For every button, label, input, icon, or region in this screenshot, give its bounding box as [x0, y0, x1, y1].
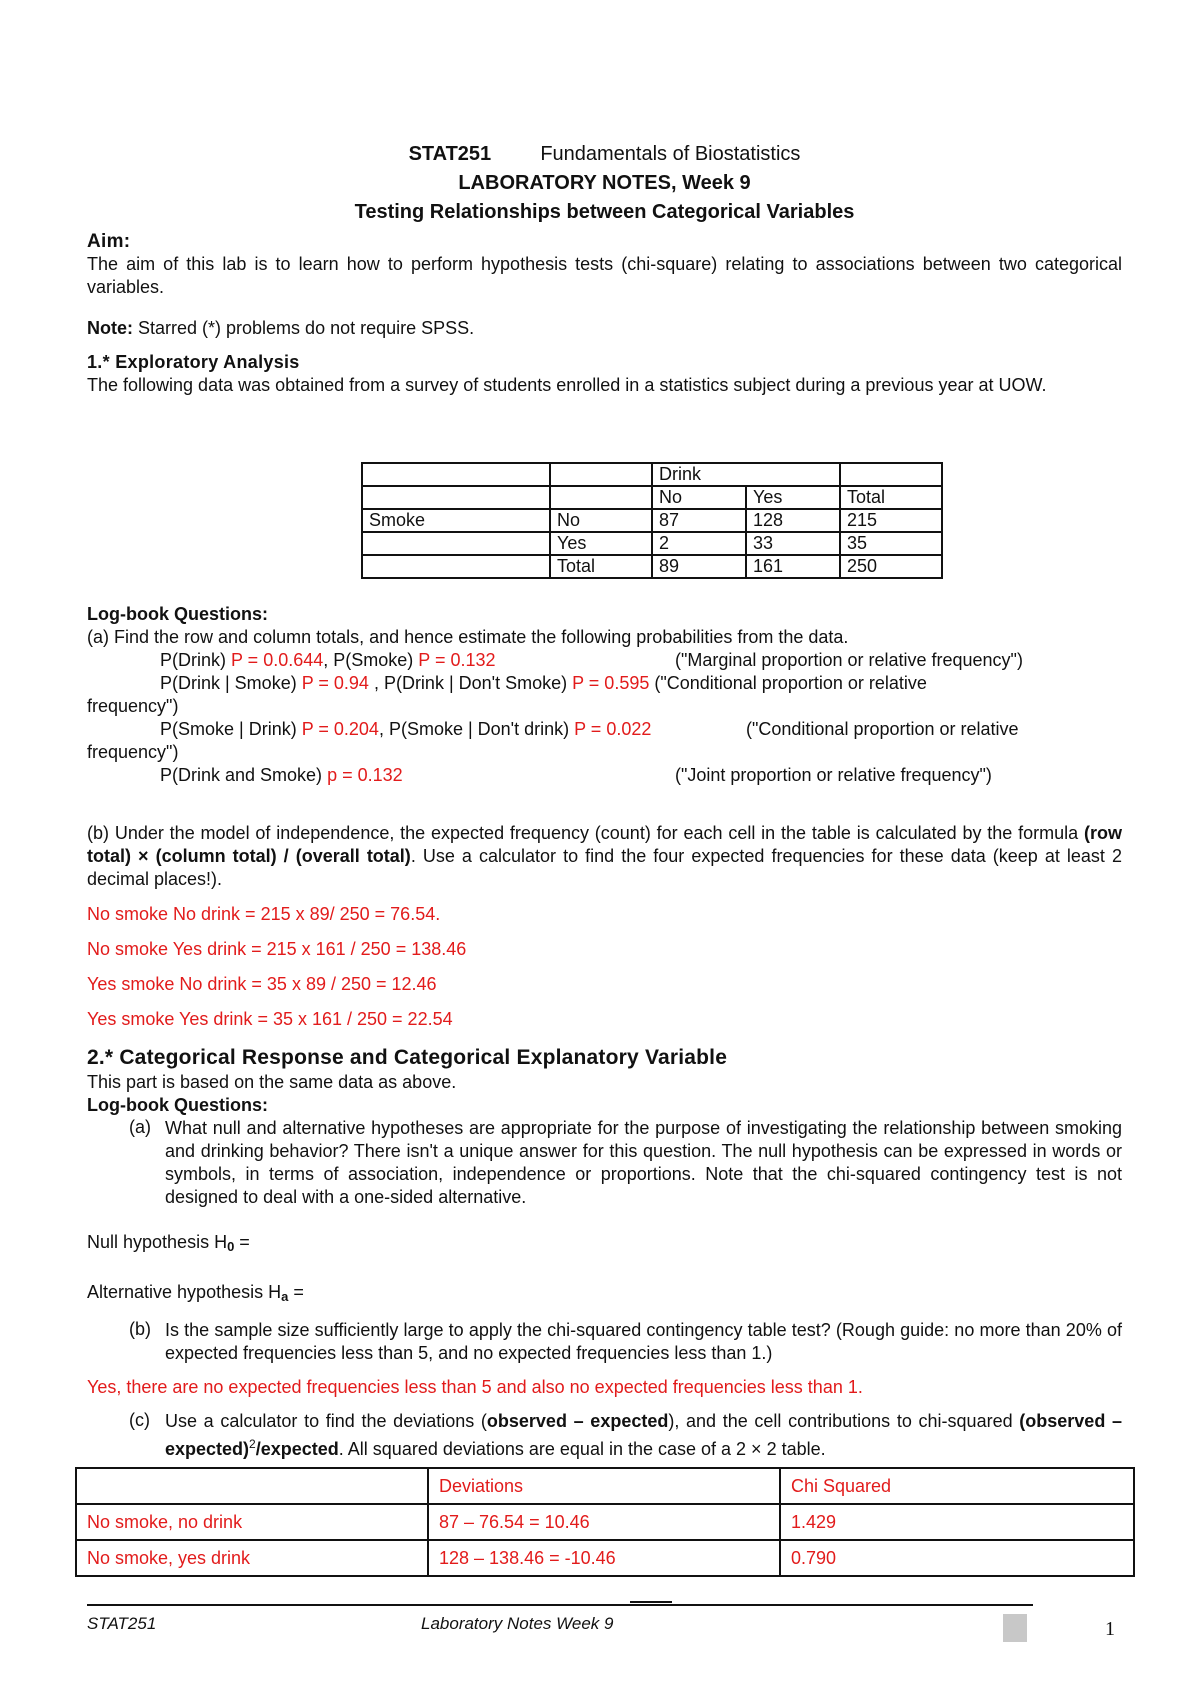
cell: 89	[652, 555, 746, 578]
answer: P = 0.0.644	[231, 650, 324, 670]
question-2a: (a) What null and alternative hypotheses are appropriate for the purpose of investigating the relationship between smoking and drinking behavior? There isn't a unique answer for this question. The null hypothesis can be expressed in words or symbols, in terms of association, independence or proportions. Note that the chi-squared contingency test is not designed to deal with a one-sided alternative.	[129, 1117, 1122, 1207]
cell: 128	[746, 509, 840, 532]
section1-heading: 1.* Exploratory Analysis	[87, 352, 300, 372]
section2-heading: 2.* Categorical Response and Categorical Explanatory Variable	[87, 1046, 728, 1069]
question-b: (b) Under the model of independence, the expected frequency (count) for each cell in the table is calculated by the formula (row total) × (column total) / (overall total). Use a calculator to find the four expected frequencies for these data (keep at least 2 decimal places!).	[87, 823, 1122, 889]
answer-line: No smoke Yes drink = 215 x 161 / 250 = 138.46	[87, 939, 467, 959]
prob-line-1: P(Drink) P = 0.0.644, P(Smoke) P = 0.132 ("Marginal proportion or relative frequency")	[160, 650, 1023, 670]
answer: p = 0.132	[327, 765, 403, 785]
cell: 87	[652, 509, 746, 532]
answer: P = 0.132	[418, 650, 496, 670]
footer-tick	[630, 1601, 672, 1603]
note-text: Starred (*) problems do not require SPSS.	[133, 318, 475, 338]
header-cell	[76, 1468, 428, 1504]
question-2c: (c) Use a calculator to find the deviations (observed – expected), and the cell contributions to chi-squared (observed – expected)$^2$/expected. All squared deviations are equal in the case of a 2 × 2 table.	[129, 1410, 1122, 1459]
answer-line: Yes smoke Yes drink = 35 x 161 / 250 = 22.54	[87, 1009, 453, 1029]
header-cell: Deviations	[428, 1468, 780, 1504]
answer: P = 0.595	[572, 673, 650, 693]
footer-course: STAT251	[87, 1614, 157, 1633]
logbook-heading-2: Log-book Questions:	[87, 1095, 268, 1115]
section2-intro: This part is based on the same data as above.	[87, 1072, 457, 1092]
question-a: (a) Find the row and column totals, and hence estimate the following probabilities from the data.	[87, 627, 849, 647]
page-content	[87, 140, 1122, 397]
answer: P = 0.94	[301, 673, 369, 693]
notes-title: LABORATORY NOTES, Week 9	[458, 172, 751, 194]
cell: No smoke, no drink	[76, 1504, 428, 1540]
note-label: Note:	[87, 318, 133, 338]
row-group-label: Smoke	[362, 509, 550, 532]
answer: P = 0.204	[301, 719, 379, 739]
question-2b: (b) Is the sample size sufficiently large to apply the chi-squared contingency table test? (Rough guide: no more than 20% of expected frequencies less than 5, and no expected frequencies less than 1.)	[129, 1319, 1122, 1363]
row-label: No	[550, 509, 652, 532]
cell: 1.429	[780, 1504, 1134, 1540]
cell: 250	[840, 555, 942, 578]
answer-2b: Yes, there are no expected frequencies less than 5 and also no expected frequencies less than 1.	[87, 1377, 863, 1397]
cell: 2	[652, 532, 746, 555]
logbook-heading: Log-book Questions:	[87, 604, 268, 624]
col-header: No	[652, 486, 746, 509]
cell: 161	[746, 555, 840, 578]
aim-text: The aim of this lab is to learn how to perform hypothesis tests (chi-square) relating to associations between two categorical variables.	[87, 254, 1122, 297]
section1-questions: Log-book Questions: (a) Find the row and column totals, and hence estimate the following probabilities from the data. P(Drink) P = 0.0.644, P(Smoke) P = 0.132 ("Marginal proportion or relative frequency") P(Drink | Smoke) P = 0.94 , P(Drink | Don't Smoke) P = 0.595 ("Conditional proportion or relative frequency") P(Smoke | Drink) P = 0.204, P(Smoke | Don't drink) P = 0.022 ("Conditional proportion or relative frequency") P(Drink and Smoke) p = 0.132 ("Joint proportion or relative frequency") (b) Under the model of independence, the expected frequency (count) for each cell in the table is calculated by the formula (row total) × (column total) / (overall total). Use a calculator to find the four expected frequencies for these data (keep at least 2 decimal places!). No smoke No drink = 215 x 89/ 250 = 76.54. No smoke Yes drink = 215 x 161 / 250 = 138.46 Yes smoke No drink = 35 x 89 / 250 = 12.46 Yes smoke Yes drink = 35 x 161 / 250 = 22.54 2.* Categorical Response and Categorical Explanatory Variable This part is based on the same data as above. Log-book Questions: (a) What null and alternative hypotheses are appropriate for the purpose of investigating the relationship between smoking and drinking behavior? There isn't a unique answer for this question. The null hypothesis can be expressed in words or symbols, in terms of association, independence or proportions. Note that the chi-squared contingency test is not designed to deal with a one-sided alternative. Null hypothesis $H_0$ = Alternative hypothesis $H_a$ = (b) Is the sample size sufficiently large to apply the chi-squared contingency table test? (Rough guide: no more than 20% of expected frequencies less than 5, and no expected frequencies less than 1.) Yes, there are no expected frequencies less than 5 and also no expected frequencies less than 1. (c) Use a calculator to find the deviations (observed – expected), and the cell contributions to chi-squared (observed – expected)$^2$/expected. All squared deviations are equal in the case of a 2 × 2 table.	[87, 604, 1122, 1459]
col-header: Total	[840, 486, 942, 509]
cell: 0.790	[780, 1540, 1134, 1576]
cell: 33	[746, 532, 840, 555]
answer-line: Yes smoke No drink = 35 x 89 / 250 = 12.46	[87, 974, 437, 994]
footer-box	[1003, 1614, 1027, 1642]
alternative-hypothesis: Alternative hypothesis $H_a$ =	[87, 1282, 304, 1304]
col-header: Yes	[746, 486, 840, 509]
prob-line-3: P(Smoke | Drink) P = 0.204, P(Smoke | Don't drink) P = 0.022 ("Conditional proportion or relative	[160, 719, 1019, 739]
col-group-label: Drink	[652, 463, 840, 486]
prob-line-2: P(Drink | Smoke) P = 0.94 , P(Drink | Don't Smoke) P = 0.595 ("Conditional proportion or relative	[160, 673, 927, 693]
title-line-1	[87, 140, 1122, 169]
observed-table	[361, 462, 943, 579]
cell: 128 – 138.46 = -10.46	[428, 1540, 780, 1576]
row-label: Total	[550, 555, 652, 578]
answer: P = 0.022	[574, 719, 652, 739]
footer-title: Laboratory Notes Week 9	[421, 1614, 614, 1633]
prob-line-4: P(Drink and Smoke) p = 0.132 ("Joint proportion or relative frequency")	[160, 765, 992, 785]
note-paragraph	[87, 317, 1122, 340]
row-label: Yes	[550, 532, 652, 555]
page-number: 1	[1105, 1618, 1115, 1640]
cell: 35	[840, 532, 942, 555]
null-hypothesis: Null hypothesis $H_0$ =	[87, 1232, 250, 1254]
cell: 87 – 76.54 = 10.46	[428, 1504, 780, 1540]
header-cell: Chi Squared	[780, 1468, 1134, 1504]
topic-title: Testing Relationships between Categorical Variables	[354, 201, 855, 223]
deviations-table	[75, 1467, 1135, 1577]
course-name: Fundamentals of Biostatistics	[540, 143, 801, 165]
answer-line: No smoke No drink = 215 x 89/ 250 = 76.54.	[87, 904, 441, 924]
section1-intro: The following data was obtained from a survey of students enrolled in a statistics subject during a previous year at UOW.	[87, 375, 1047, 395]
course-code: STAT251	[408, 143, 492, 165]
cell: No smoke, yes drink	[76, 1540, 428, 1576]
footer-rule	[87, 1604, 1033, 1606]
aim-heading: Aim:	[87, 231, 131, 252]
cell: 215	[840, 509, 942, 532]
